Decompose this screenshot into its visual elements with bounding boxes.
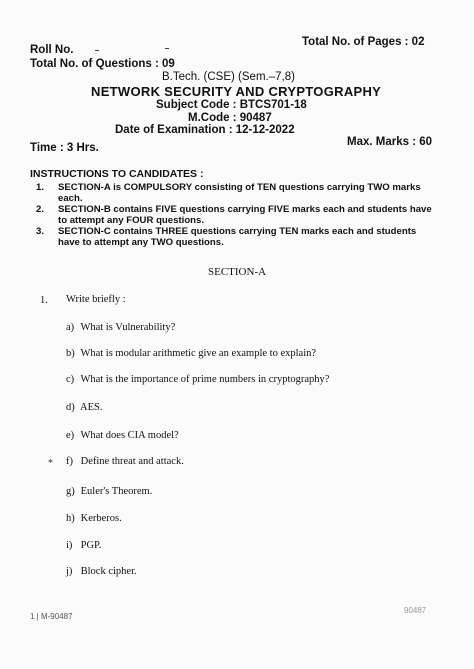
question-part <box>66 513 122 524</box>
exam-date: Date of Examination : 12-12-2022 <box>115 124 295 136</box>
part-text: Euler's Theorem. <box>80 486 153 497</box>
asterisk-mark: * <box>48 458 53 469</box>
total-pages: Total No. of Pages : 02 <box>302 36 425 48</box>
instruction-item <box>36 182 446 206</box>
question-part <box>66 348 316 359</box>
question-part <box>66 322 175 333</box>
paper-title: NETWORK SECURITY AND CRYPTOGRAPHY <box>91 84 382 99</box>
part-text: Block cipher. <box>80 566 137 577</box>
m-code: M.Code : 90487 <box>188 112 272 124</box>
instruction-number: 1. <box>36 182 45 193</box>
question-part <box>66 566 137 577</box>
roll-no-mark <box>95 50 99 51</box>
question-part <box>66 374 329 385</box>
question-text: Write briefly : <box>66 294 126 305</box>
instruction-text: SECTION-C contains THREE questions carrying TEN marks each and students have to attempt any TWO questions. <box>58 226 417 248</box>
question-part <box>66 456 184 467</box>
question-part <box>66 402 103 413</box>
part-label: b) <box>66 348 75 359</box>
part-text: What is modular arithmetic give an example to explain? <box>80 348 317 359</box>
question-part <box>66 540 101 551</box>
max-marks: Max. Marks : 60 <box>347 136 433 148</box>
part-label: h) <box>66 513 75 524</box>
part-text: Kerberos. <box>80 513 122 524</box>
instructions-heading: INSTRUCTIONS TO CANDIDATES : <box>30 168 204 180</box>
section-heading: SECTION-A <box>208 266 267 278</box>
subject-code: Subject Code : BTCS701-18 <box>156 99 307 111</box>
part-label: a) <box>66 322 75 333</box>
part-text: PGP. <box>80 540 102 551</box>
part-label: d) <box>66 402 75 413</box>
footer-left: 1 | M-90487 <box>30 612 73 621</box>
part-text: What is Vulnerability? <box>80 322 176 333</box>
part-text: AES. <box>80 402 103 413</box>
part-text: What does CIA model? <box>80 430 179 441</box>
part-label: c) <box>66 374 75 385</box>
part-text: What is the importance of prime numbers in cryptography? <box>80 374 330 385</box>
question-part <box>66 486 152 497</box>
instruction-text: SECTION-B contains FIVE questions carrying FIVE marks each and students have to attempt any FOUR questions. <box>58 204 432 226</box>
program-line: B.Tech. (CSE) (Sem.–7,8) <box>162 71 295 83</box>
question-number: 1. <box>40 295 48 306</box>
total-questions: Total No. of Questions : 09 <box>30 58 175 70</box>
instruction-item <box>36 226 446 250</box>
roll-no-mark <box>165 48 169 49</box>
instruction-number: 3. <box>36 226 45 237</box>
part-label: j) <box>66 566 73 577</box>
part-label: g) <box>66 486 75 497</box>
instruction-number: 2. <box>36 204 45 215</box>
footer-right: 90487 <box>404 606 427 615</box>
time: Time : 3 Hrs. <box>30 142 99 154</box>
instruction-item <box>36 204 446 228</box>
part-text: Define threat and attack. <box>80 456 184 467</box>
roll-no: Roll No. <box>30 44 74 56</box>
part-label: i) <box>66 540 73 551</box>
instruction-text: SECTION-A is COMPULSORY consisting of TEN questions carrying TWO marks each. <box>58 182 421 204</box>
question-part <box>66 430 179 441</box>
part-label: f) <box>66 456 73 467</box>
part-label: e) <box>66 430 75 441</box>
